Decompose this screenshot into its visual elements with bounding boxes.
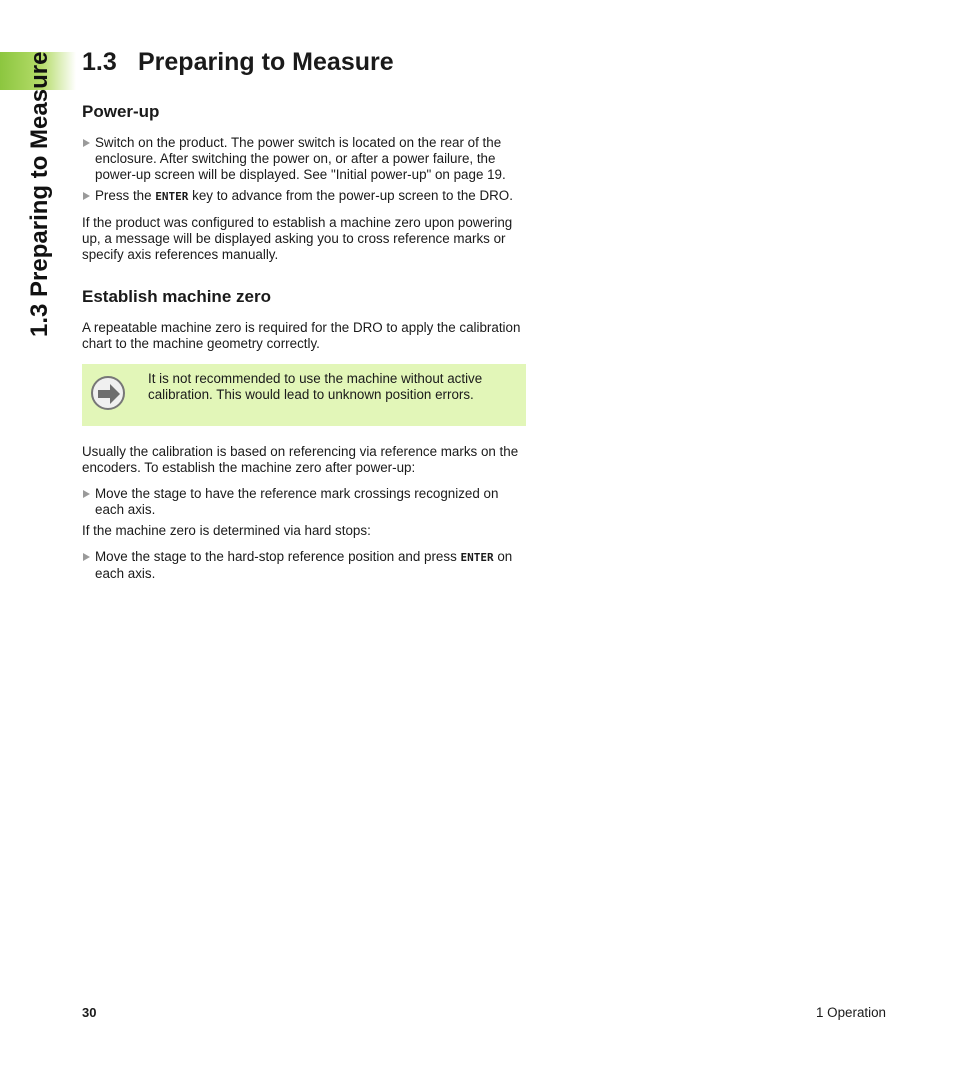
bullet-triangle-icon	[83, 192, 90, 200]
machine-zero-paragraph-2: Usually the calibration is based on referencing via reference marks on the encoders. To establish the machine zero after power-up:	[82, 444, 519, 475]
machine-zero-step-1	[82, 486, 526, 518]
machine-zero-paragraph-1: A repeatable machine zero is required for the DRO to apply the calibration chart to the machine geometry correctly.	[82, 320, 521, 351]
machine-zero-heading: Establish machine zero	[82, 287, 271, 306]
note-box	[82, 364, 526, 426]
power-up-step-1-text: Switch on the product. The power switch is located on the rear of the enclosure. After switching the power on, or after a power failure, the power-up screen will be displayed. See "Initial power-up" on page 19.	[95, 135, 506, 182]
bullet-triangle-icon	[83, 490, 90, 498]
machine-zero-step-1-text: Move the stage to have the reference mark crossings recognized on each axis.	[95, 486, 499, 517]
section-title	[82, 46, 526, 78]
page-content	[82, 46, 526, 582]
section-number: 1.3	[82, 48, 117, 76]
machine-zero-step-2-post: on each axis.	[95, 549, 513, 581]
power-up-paragraph: If the product was configured to establish a machine zero upon powering up, a message will be displayed asking you to cross reference marks or specify axis references manually.	[82, 215, 513, 262]
arrow-right-circle-icon	[91, 376, 125, 410]
power-up-heading: Power-up	[82, 102, 160, 121]
bullet-triangle-icon	[83, 553, 90, 561]
machine-zero-step-2	[82, 549, 526, 582]
power-up-step-1	[82, 135, 526, 183]
chapter-label: 1 Operation	[816, 1005, 886, 1020]
machine-zero-paragraph-3: If the machine zero is determined via hard stops:	[82, 523, 371, 538]
section-title-text: Preparing to Measure	[138, 48, 394, 76]
machine-zero-step-2-pre: Move the stage to the hard-stop reference position and press	[95, 549, 461, 564]
enter-key-label: ENTER	[155, 190, 189, 203]
enter-key-label: ENTER	[460, 551, 494, 564]
page-number: 30	[82, 1005, 97, 1020]
bullet-triangle-icon	[83, 139, 90, 147]
power-up-step-2-post: key to advance from the power-up screen to the DRO.	[188, 188, 513, 203]
note-text: It is not recommended to use the machine without active calibration. This would lead to unknown position errors.	[148, 371, 483, 402]
power-up-step-2	[82, 188, 526, 205]
power-up-step-2-pre: Press the	[95, 188, 156, 203]
side-section-title: 1.3 Preparing to Measure	[26, 52, 53, 338]
